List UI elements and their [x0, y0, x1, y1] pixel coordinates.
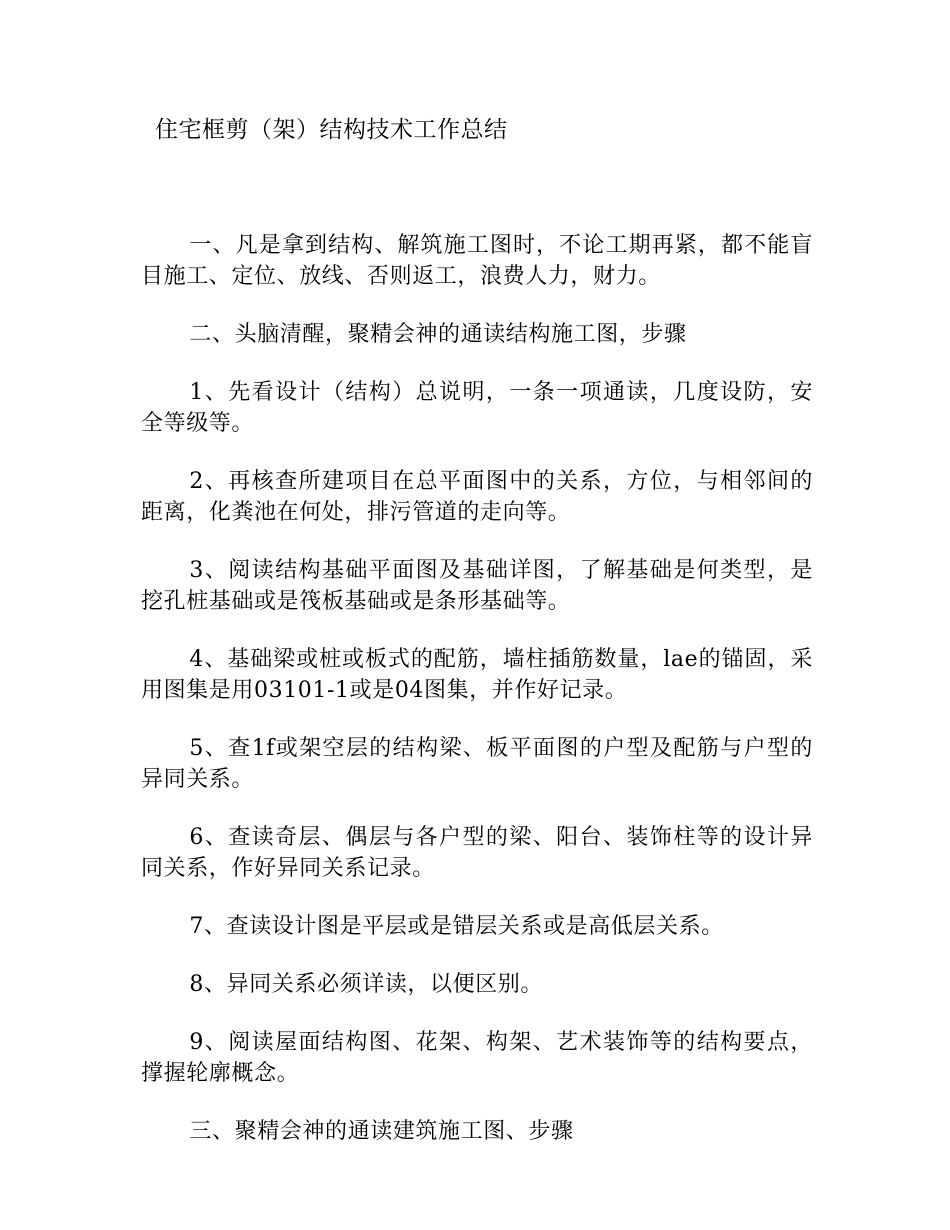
paragraph-step-7: 7、查读设计图是平层或是错层关系或是高低层关系。 — [189, 914, 724, 939]
paragraph-section-2: 二、头脑清醒，聚精会神的通读结构施工图，步骤 — [189, 322, 687, 347]
paragraph-section-3: 三、聚精会神的通读建筑施工图、步骤 — [189, 1119, 574, 1144]
document-body — [141, 230, 813, 1174]
paragraph-step-3: 3、阅读结构基础平面图及基础详图，了解基础是何类型，是挖孔桩基础或是筏板基础或是条形基础等。 — [141, 558, 813, 614]
document-title: 住宅框剪（架）结构技术工作总结 — [155, 117, 508, 143]
paragraph-step-4: 4、基础梁或桩或板式的配筋，墙柱插筋数量，lae的锚固，采用图集是用03101-1或是04图集，并作好记录。 — [141, 647, 813, 703]
paragraph-step-1: 1、先看设计（结构）总说明，一条一项通读，几度设防，安全等级等。 — [141, 380, 813, 436]
paragraph-step-9: 9、阅读屋面结构图、花架、构架、艺术装饰等的结构要点，撑握轮廓概念。 — [141, 1030, 813, 1086]
paragraph-step-8: 8、异同关系必须详读，以便区别。 — [189, 972, 543, 997]
paragraph-step-6: 6、查读奇层、偶层与各户型的梁、阳台、装饰柱等的设计异同关系，作好异同关系记录。 — [141, 825, 813, 881]
paragraph-step-5: 5、查1f或架空层的结构梁、板平面图的户型及配筋与户型的异同关系。 — [141, 736, 813, 792]
paragraph-step-2: 2、再核查所建项目在总平面图中的关系，方位，与相邻间的距离，化粪池在何处，排污管道的走向等。 — [141, 469, 813, 525]
paragraph-section-1: 一、凡是拿到结构、解筑施工图时，不论工期再紧，都不能盲目施工、定位、放线、否则返工，浪费人力，财力。 — [141, 233, 813, 289]
